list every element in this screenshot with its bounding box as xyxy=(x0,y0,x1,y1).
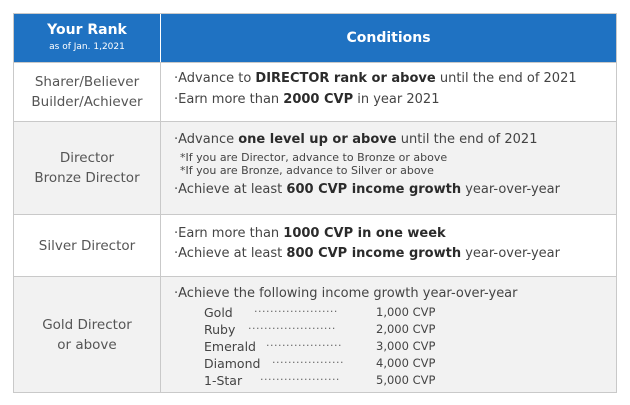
column-divider xyxy=(160,215,161,276)
table-row-silver xyxy=(14,214,616,276)
header-rank-cell xyxy=(14,14,160,62)
dot-leader: ······················ xyxy=(248,322,336,335)
growth-value: 1,000 CVP xyxy=(376,305,436,319)
rank-cell xyxy=(14,215,160,276)
table-row-director xyxy=(14,121,616,214)
table-row-gold xyxy=(14,276,616,392)
growth-value: 3,000 CVP xyxy=(376,339,436,353)
header-rank-title: Your Rank xyxy=(47,22,127,38)
condition-line xyxy=(174,182,560,197)
growth-rank-name: Diamond xyxy=(204,356,261,371)
column-divider xyxy=(160,277,161,392)
condition-bold: 2000 CVP xyxy=(283,92,354,107)
condition-line xyxy=(174,226,446,241)
condition-text: until the end of 2021 xyxy=(396,132,538,147)
condition-text: ·Advance xyxy=(174,132,239,147)
rank-line: Bronze Director xyxy=(34,170,140,186)
growth-value: 2,000 CVP xyxy=(376,322,436,336)
rank-line: Sharer/Believer xyxy=(34,74,140,90)
condition-bold: 1000 CVP in one week xyxy=(283,226,446,241)
condition-bold: DIRECTOR rank or above xyxy=(255,71,436,86)
condition-text: year-over-year xyxy=(461,246,560,261)
condition-bold: 800 CVP income growth xyxy=(286,246,462,261)
column-divider xyxy=(160,122,161,214)
header-conditions-title: Conditions xyxy=(346,30,431,46)
condition-text: ·Achieve at least xyxy=(174,182,287,197)
dot-leader: ····················· xyxy=(254,305,338,318)
condition-line xyxy=(174,71,577,86)
growth-value: 4,000 CVP xyxy=(376,356,436,370)
rank-line: Gold Director xyxy=(42,316,132,333)
dot-leader: ··················· xyxy=(266,339,342,352)
rank-cell xyxy=(14,63,160,121)
rank-line: or above xyxy=(57,336,117,353)
growth-rank-name: Gold xyxy=(204,305,233,320)
condition-text: ·Earn more than xyxy=(174,226,284,241)
column-divider xyxy=(160,63,161,121)
condition-text: ·Advance to xyxy=(174,71,256,86)
condition-line xyxy=(174,92,439,107)
growth-rank-name: Emerald xyxy=(204,339,256,354)
table-header xyxy=(14,14,616,62)
growth-rank-name: 1-Star xyxy=(204,373,243,388)
rank-cell xyxy=(14,277,160,392)
rank-cell xyxy=(14,122,160,214)
rank-line: Builder/Achiever xyxy=(31,94,143,110)
condition-bold: one level up or above xyxy=(238,132,397,147)
rank-line: Director xyxy=(59,150,115,166)
condition-line xyxy=(174,132,537,147)
growth-value: 5,000 CVP xyxy=(376,373,436,387)
rank-line: Silver Director xyxy=(38,237,136,254)
rank-conditions-table xyxy=(13,13,617,393)
condition-note: *If you are Director, advance to Bronze or above xyxy=(180,151,448,164)
growth-rank-name: Ruby xyxy=(204,322,236,337)
condition-note: *If you are Bronze, advance to Silver or above xyxy=(180,164,434,177)
table-row-sharer xyxy=(14,62,616,121)
condition-text: in year 2021 xyxy=(353,92,440,107)
condition-line xyxy=(174,246,560,261)
condition-line: ·Achieve the following income growth year-over-year xyxy=(174,286,518,301)
header-rank-subtitle: as of Jan. 1,2021 xyxy=(49,42,125,52)
condition-text: year-over-year xyxy=(461,182,560,197)
condition-text: ·Earn more than xyxy=(174,92,284,107)
condition-text: until the end of 2021 xyxy=(435,71,577,86)
condition-bold: 600 CVP income growth xyxy=(286,182,462,197)
dot-leader: ·················· xyxy=(272,356,344,369)
dot-leader: ···················· xyxy=(260,373,340,386)
condition-text: ·Achieve at least xyxy=(174,246,287,261)
